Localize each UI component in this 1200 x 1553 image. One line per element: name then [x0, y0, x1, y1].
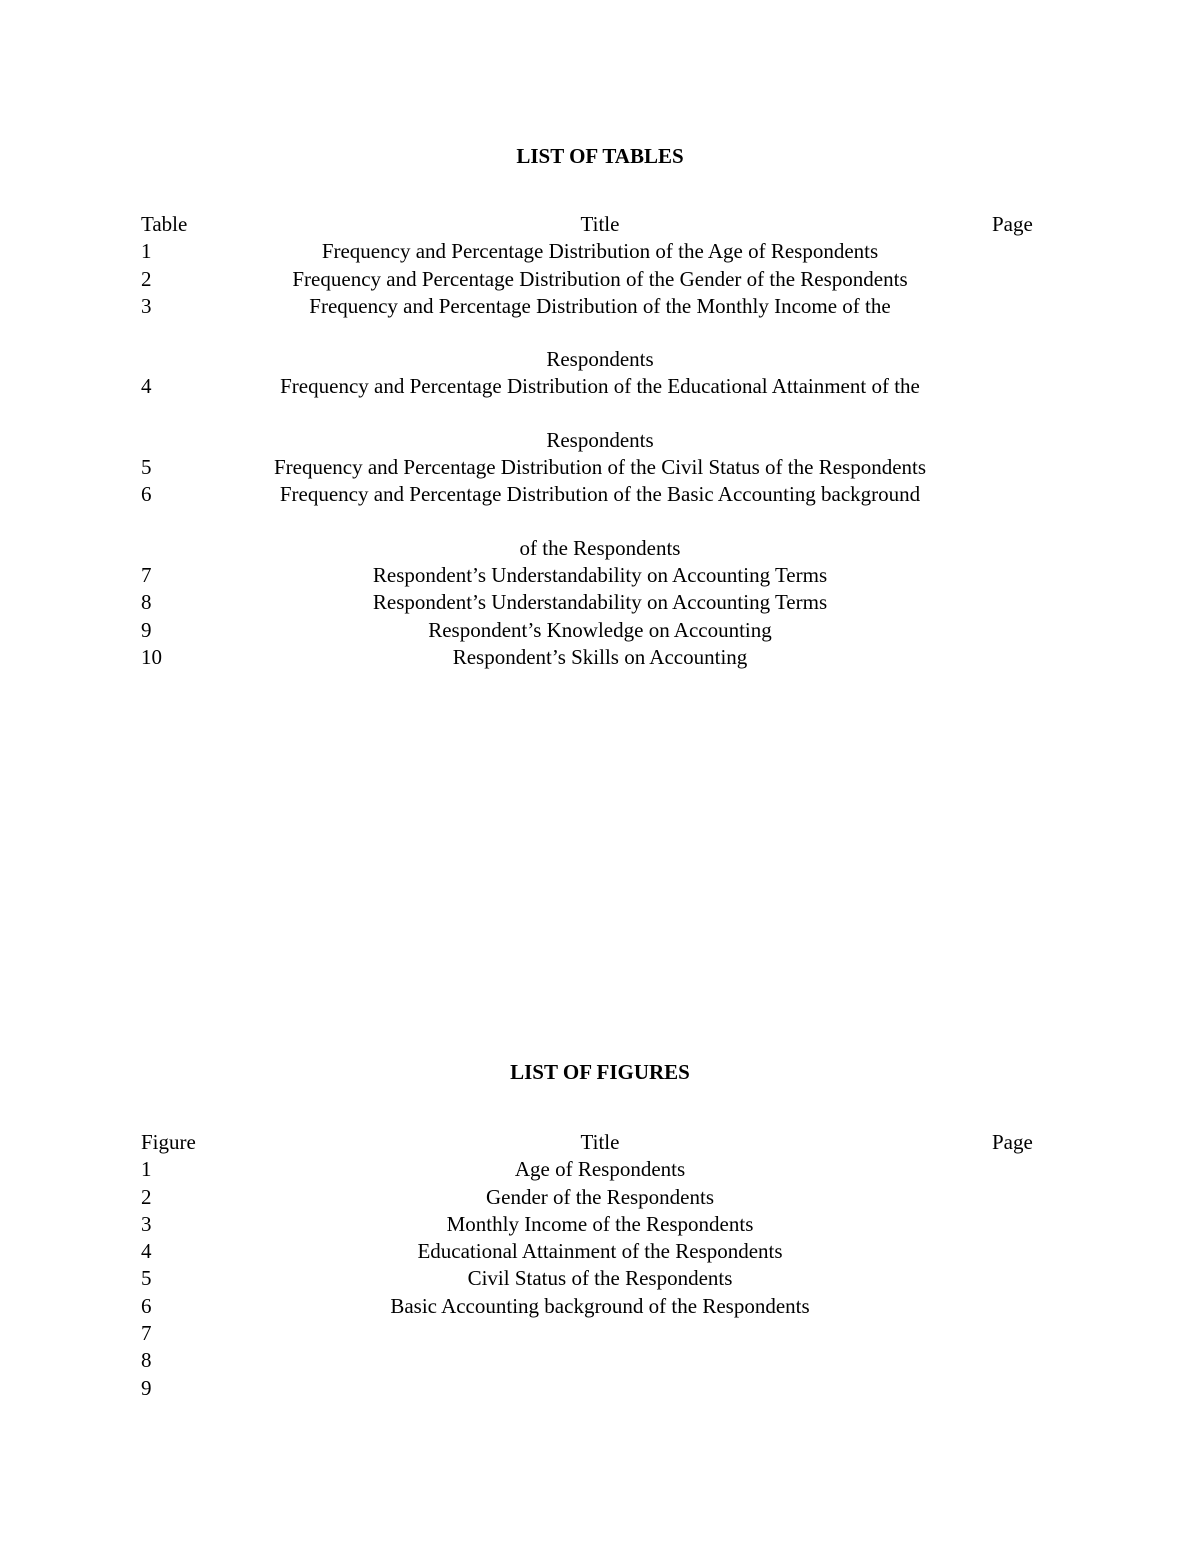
table-column-header: Table: [141, 212, 188, 236]
table-entry: [141, 481, 1041, 508]
table-number: 3: [141, 293, 152, 318]
tables-list: [141, 211, 1041, 671]
table-number: 5: [141, 455, 152, 480]
table-number: 8: [141, 590, 152, 615]
table-title: Frequency and Percentage Distribution of the Civil Status of the Respondents: [273, 455, 927, 480]
figure-entry: [141, 1184, 1041, 1211]
page-column-header: Page: [992, 212, 1033, 236]
figure-entry: [141, 1293, 1041, 1320]
table-number: 10: [141, 644, 162, 669]
table-title-continuation: Respondents: [546, 427, 654, 452]
figure-entry: [141, 1156, 1041, 1183]
figure-number: 5: [141, 1266, 152, 1291]
table-entry-continuation: [141, 427, 1041, 454]
table-number: 6: [141, 482, 152, 507]
figure-title: Basic Accounting background of the Respondents: [390, 1293, 810, 1318]
figure-column-header: Figure: [141, 1130, 196, 1154]
figure-entry: [141, 1347, 1041, 1374]
table-number: 1: [141, 239, 152, 264]
table-entry: [141, 617, 1041, 644]
figure-number: 2: [141, 1184, 152, 1209]
figure-entry: [141, 1375, 1041, 1402]
title-column-header: Title: [580, 1130, 620, 1154]
figure-title: Age of Respondents: [514, 1157, 686, 1182]
figure-number: 1: [141, 1157, 152, 1182]
table-title: Frequency and Percentage Distribution of the Basic Accounting background: [279, 482, 921, 507]
figure-number: 7: [141, 1321, 152, 1346]
figure-entry: [141, 1211, 1041, 1238]
table-entry: [141, 266, 1041, 293]
list-of-figures-heading: LIST OF FIGURES: [510, 1060, 690, 1084]
figure-entry: [141, 1238, 1041, 1265]
table-entry: [141, 589, 1041, 616]
table-entry: [141, 373, 1041, 400]
figure-number: 4: [141, 1239, 152, 1264]
table-number: 4: [141, 374, 152, 399]
table-title: Frequency and Percentage Distribution of the Gender of the Respondents: [292, 266, 908, 291]
tables-header-row: [141, 211, 1041, 238]
list-of-tables-heading: LIST OF TABLES: [516, 144, 684, 168]
table-number: 2: [141, 266, 152, 291]
figures-list: [141, 1129, 1041, 1402]
table-number: 9: [141, 617, 152, 642]
figure-title: Gender of the Respondents: [485, 1184, 715, 1209]
table-entry: [141, 293, 1041, 320]
table-entry: [141, 644, 1041, 671]
figure-title: Educational Attainment of the Respondents: [417, 1239, 783, 1264]
table-title: Respondent’s Skills on Accounting: [452, 644, 748, 669]
table-entry: [141, 454, 1041, 481]
figure-number: 6: [141, 1293, 152, 1318]
figure-title: Civil Status of the Respondents: [467, 1266, 733, 1291]
figures-header-row: [141, 1129, 1041, 1156]
table-entry: [141, 562, 1041, 589]
table-entry-continuation: [141, 535, 1041, 562]
table-title: Respondent’s Understandability on Accounting Terms: [372, 562, 828, 587]
title-column-header: Title: [580, 212, 620, 236]
table-entry-continuation: [141, 346, 1041, 373]
figure-entry: [141, 1320, 1041, 1347]
table-title: Frequency and Percentage Distribution of the Monthly Income of the: [309, 293, 891, 318]
figure-number: 3: [141, 1211, 152, 1236]
table-title: Frequency and Percentage Distribution of the Age of Respondents: [321, 239, 879, 264]
figure-number: 9: [141, 1375, 152, 1400]
figure-title: Monthly Income of the Respondents: [446, 1211, 754, 1236]
page-column-header: Page: [992, 1130, 1033, 1154]
table-entry: [141, 238, 1041, 265]
table-title-continuation: Respondents: [546, 347, 654, 372]
table-number: 7: [141, 562, 152, 587]
table-title: Frequency and Percentage Distribution of the Educational Attainment of the: [280, 374, 920, 399]
figure-number: 8: [141, 1348, 152, 1373]
table-title-continuation: of the Respondents: [519, 535, 681, 560]
figure-entry: [141, 1265, 1041, 1292]
table-title: Respondent’s Knowledge on Accounting: [428, 617, 772, 642]
table-title: Respondent’s Understandability on Accounting Terms: [372, 590, 828, 615]
